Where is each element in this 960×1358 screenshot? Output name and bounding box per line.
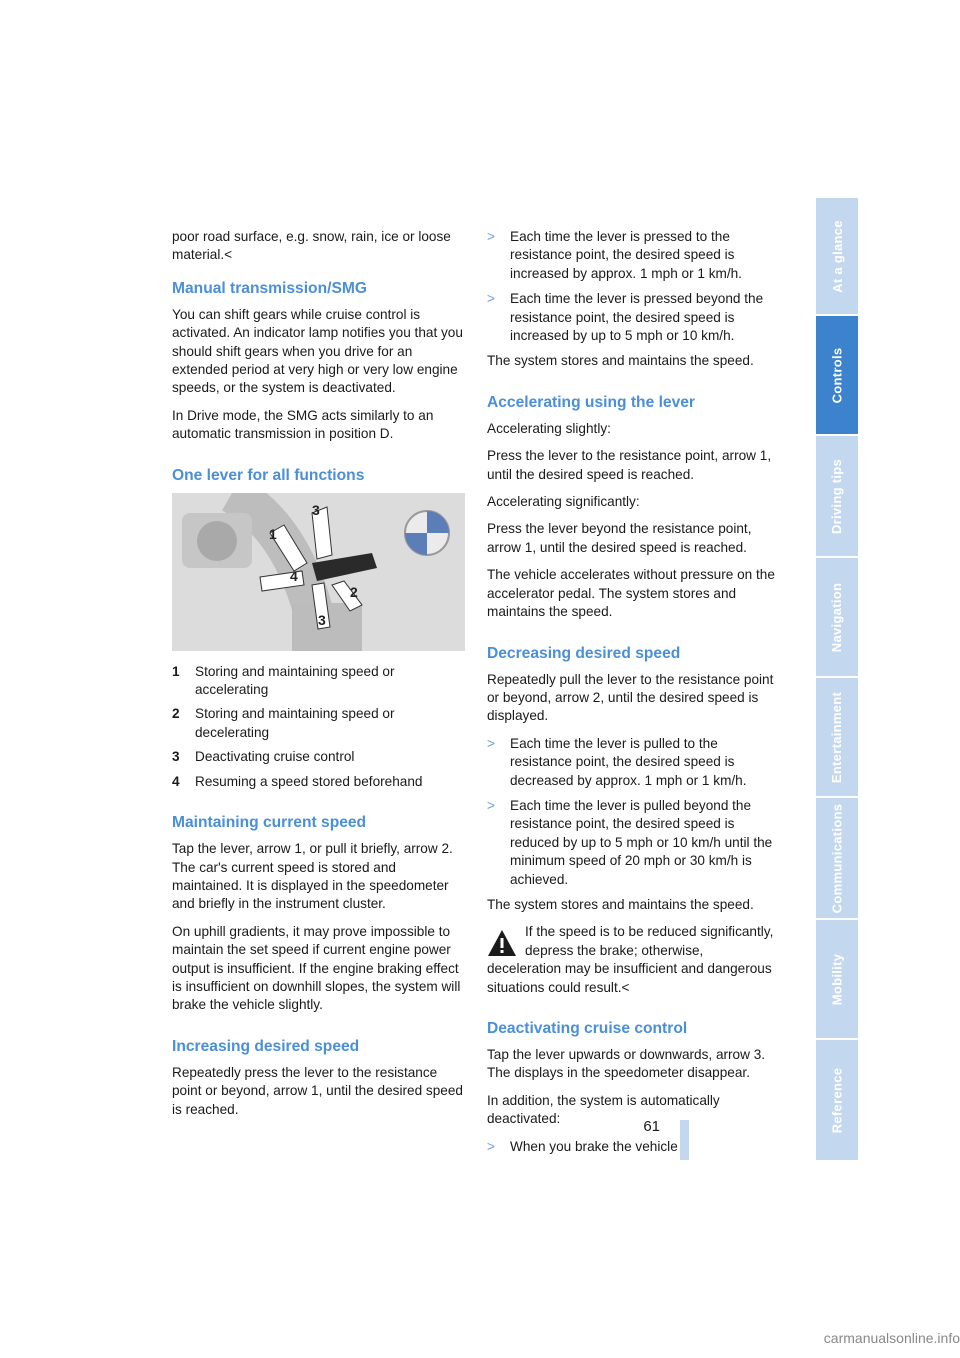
- chapter-sidebar: [816, 198, 858, 1160]
- left-column: [172, 228, 465, 1128]
- warning-triangle-icon: [487, 929, 517, 957]
- paragraph: The system stores and maintains the speed.: [487, 896, 754, 912]
- warning-text: If the speed is to be reduced significantly, depress the brake; otherwise, deceleration may be insufficient and dangerous situations could result.<: [487, 924, 774, 995]
- bullet-item: > When you brake the vehicle: [487, 1138, 678, 1154]
- bullet-item: > Each time the lever is pressed beyond the resistance point, the desired speed is increased by up to 5 mph or 10 km/h.: [487, 291, 764, 344]
- paragraph: In addition, the system is automatically deactivated:: [487, 1092, 720, 1127]
- tab-at-a-glance[interactable]: At a glance: [816, 198, 858, 314]
- figure-label: 3: [312, 501, 320, 518]
- paragraph: Tap the lever, arrow 1, or pull it briefly, arrow 2. The car's current speed is stored and maintained. It is displayed in the speedometer and briefly in the instrument cluster.: [172, 841, 453, 912]
- paragraph: Accelerating significantly:: [487, 494, 640, 510]
- heading-increasing-speed: Increasing desired speed: [172, 1037, 360, 1055]
- paragraph: Press the lever beyond the resistance point, arrow 1, until the desired speed is reached.: [487, 521, 752, 555]
- heading-deactivating: Deactivating cruise control: [487, 1020, 688, 1037]
- cruise-control-lever-figure: [172, 493, 465, 651]
- figure-label: 3: [318, 611, 326, 628]
- light-switch-knob: [197, 521, 237, 561]
- figure-label: 1: [269, 525, 277, 542]
- bullet-item: > Each time the lever is pulled beyond the resistance point, the desired speed is reduced by up to 5 mph or 10 km/h until the minimum speed of 20 mph or 30 km/h is achieved.: [487, 797, 773, 887]
- tab-reference[interactable]: Reference: [816, 1040, 858, 1160]
- warning-note: [487, 923, 780, 997]
- tab-communications[interactable]: Communications: [816, 798, 858, 918]
- paragraph: You can shift gears while cruise control is activated. An indicator lamp notifies you that you should shift gears when you drive for an extended period at very high or very low engine speeds, or the system is deactivated.: [172, 306, 463, 396]
- list-item: 1 Storing and maintaining speed or accelerating: [172, 663, 395, 698]
- tab-mobility[interactable]: Mobility: [816, 920, 858, 1038]
- page-number: 61: [643, 1118, 660, 1135]
- paragraph: Repeatedly press the lever to the resistance point or beyond, arrow 1, until the desired speed is reached.: [172, 1064, 463, 1117]
- figure-label: 4: [290, 567, 298, 584]
- list-item: 2 Storing and maintaining speed or decelerating: [172, 706, 395, 740]
- heading-accelerating: Accelerating using the lever: [487, 393, 695, 411]
- tab-entertainment[interactable]: Entertainment: [816, 678, 858, 796]
- paragraph: In Drive mode, the SMG acts similarly to an automatic transmission in position D.: [172, 407, 434, 442]
- paragraph: The system stores and maintains the speed.: [487, 353, 754, 369]
- tab-driving-tips[interactable]: Driving tips: [816, 436, 858, 556]
- paragraph: On uphill gradients, it may prove impossible to maintain the set speed if current engine power output is insufficient. If the engine braking effect is insufficient on downhill slopes, the system will brake the vehicle slightly.: [172, 923, 461, 1013]
- heading-manual-transmission: Manual transmission/SMG: [172, 279, 367, 297]
- paragraph: Accelerating slightly:: [487, 420, 611, 436]
- tab-navigation[interactable]: Navigation: [816, 558, 858, 676]
- watermark: carmanualsonline.info: [823, 1330, 960, 1346]
- paragraph: Repeatedly pull the lever to the resistance point or beyond, arrow 2, until the desired speed is displayed.: [487, 671, 774, 724]
- right-column: [487, 228, 780, 1163]
- bullet-item: > Each time the lever is pulled to the resistance point, the desired speed is decreased by approx. 1 mph or 1 km/h.: [487, 735, 747, 788]
- paragraph: Press the lever to the resistance point, arrow 1, until the desired speed is reached.: [487, 448, 772, 482]
- intro-text: poor road surface, e.g. snow, rain, ice or loose material.<: [172, 229, 451, 263]
- heading-maintaining-speed: Maintaining current speed: [172, 814, 367, 832]
- paragraph: Tap the lever upwards or downwards, arrow 3. The displays in the speedometer disappear.: [487, 1047, 766, 1081]
- paragraph: The vehicle accelerates without pressure on the accelerator pedal. The system stores and maintains the speed.: [487, 567, 775, 620]
- list-item: 3 Deactivating cruise control: [172, 749, 355, 765]
- tab-controls[interactable]: Controls: [816, 316, 858, 434]
- figure-label: 2: [350, 583, 358, 600]
- heading-decreasing-speed: Decreasing desired speed: [487, 644, 681, 662]
- lever-illustration: [172, 493, 465, 651]
- list-item: 4 Resuming a speed stored beforehand: [172, 773, 423, 789]
- heading-one-lever: One lever for all functions: [172, 466, 365, 484]
- page-marker-bar: [680, 1120, 689, 1160]
- bullet-item: > Each time the lever is pressed to the resistance point, the desired speed is increased by approx. 1 mph or 1 km/h.: [487, 229, 742, 281]
